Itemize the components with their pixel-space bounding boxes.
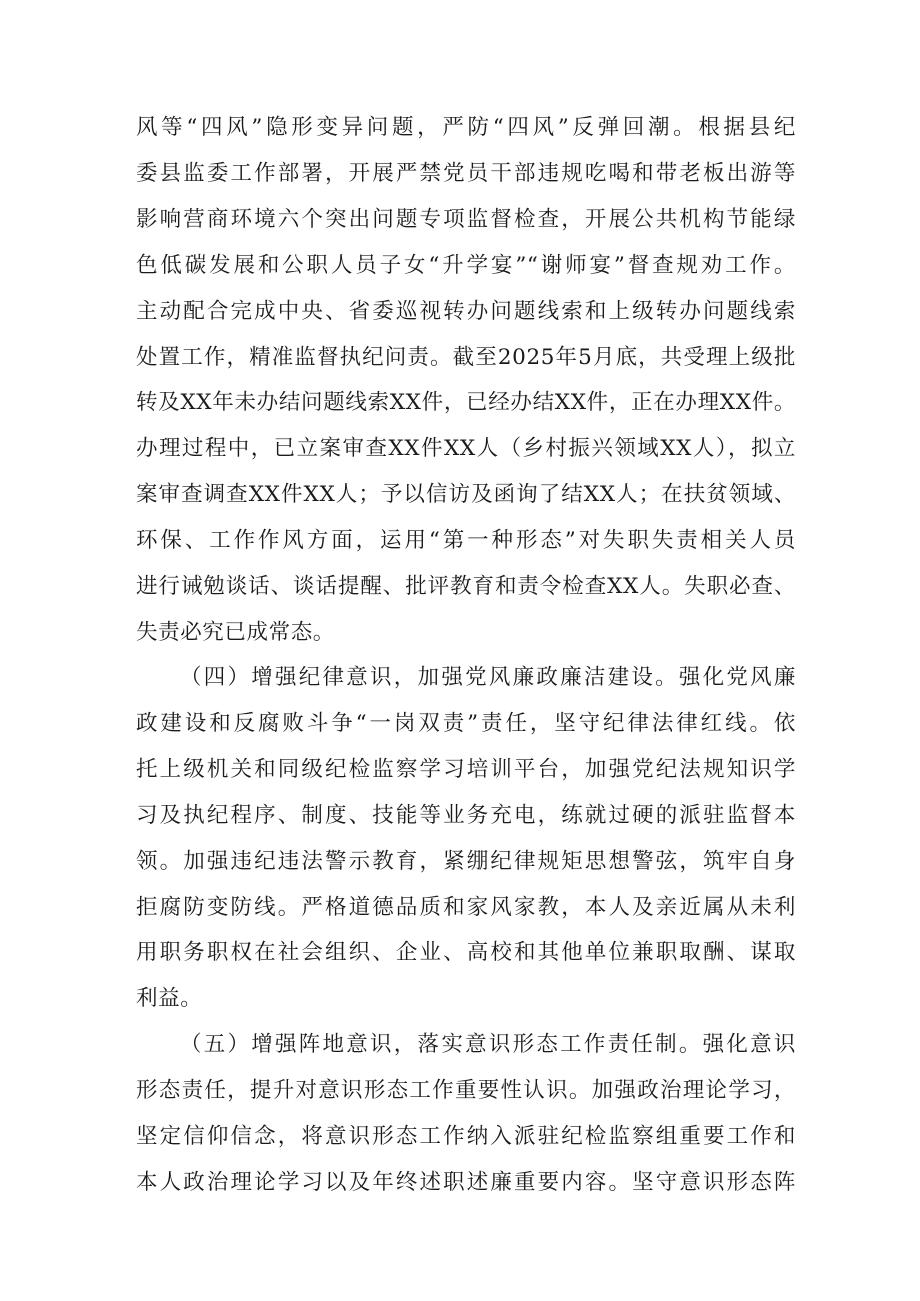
text-line: 托上级机关和同级纪检监察学习培训平台，加强党纪法规知识学 <box>136 757 796 782</box>
text-line: 主动配合完成中央、省委巡视转办问题线索和上级转办问题线索 <box>136 299 796 324</box>
text-line: 习及执纪程序、制度、技能等业务充电，练就过硬的派驻监督本 <box>136 803 796 828</box>
text-line: 环保、工作作风方面，运用“第一种形态”对失职失责相关人员 <box>136 528 796 553</box>
text-line: 形态责任，提升对意识形态工作重要性认识。加强政治理论学习， <box>136 1078 796 1103</box>
section-heading-line: （五）增强阵地意识，落实意识形态工作责任制。强化意识 <box>180 1032 796 1057</box>
text-line: 处置工作，精准监督执纪问责。截至2025年5月底，共受理上级批 <box>136 345 796 370</box>
section-heading-line: （四）增强纪律意识，加强党风廉政廉洁建设。强化党风廉 <box>180 665 796 690</box>
paragraph-end-line: 利益。 <box>136 986 203 1011</box>
text-line: 拒腐防变防线。严格道德品质和家风家教，本人及亲近属从未利 <box>136 895 796 920</box>
text-line: 转及XX年未办结问题线索XX件，已经办结XX件，正在办理XX件。 <box>136 390 796 415</box>
text-line: 委县监委工作部署，开展严禁党员干部违规吃喝和带老板出游等 <box>136 161 796 186</box>
text-line: 办理过程中，已立案审查XX件XX人（乡村振兴领域XX人），拟立 <box>136 436 796 461</box>
text-line: 色低碳发展和公职人员子女“升学宴”“谢师宴”督查规劝工作。 <box>136 253 796 278</box>
text-line: 政建设和反腐败斗争“一岗双责”责任，坚守纪律法律红线。依 <box>136 711 796 736</box>
text-line: 坚定信仰信念，将意识形态工作纳入派驻纪检监察组重要工作和 <box>136 1124 796 1149</box>
text-line: 案审查调查XX件XX人；予以信访及函询了结XX人；在扶贫领域、 <box>136 482 796 507</box>
text-line: 进行诫勉谈话、谈话提醒、批评教育和责令检查XX人。失职必查、 <box>136 574 796 599</box>
text-line: 本人政治理论学习以及年终述职述廉重要内容。坚守意识形态阵 <box>136 1170 796 1195</box>
paragraph-end-line: 失责必究已成常态。 <box>136 620 335 645</box>
text-line: 用职务职权在社会组织、企业、高校和其他单位兼职取酬、谋取 <box>136 940 796 965</box>
text-line: 影响营商环境六个突出问题专项监督检查，开展公共机构节能绿 <box>136 207 796 232</box>
text-line: 领。加强违纪违法警示教育，紧绷纪律规矩思想警弦，筑牢自身 <box>136 849 796 874</box>
text-line: 风等“四风”隐形变异问题，严防“四风”反弹回潮。根据县纪 <box>136 115 796 140</box>
